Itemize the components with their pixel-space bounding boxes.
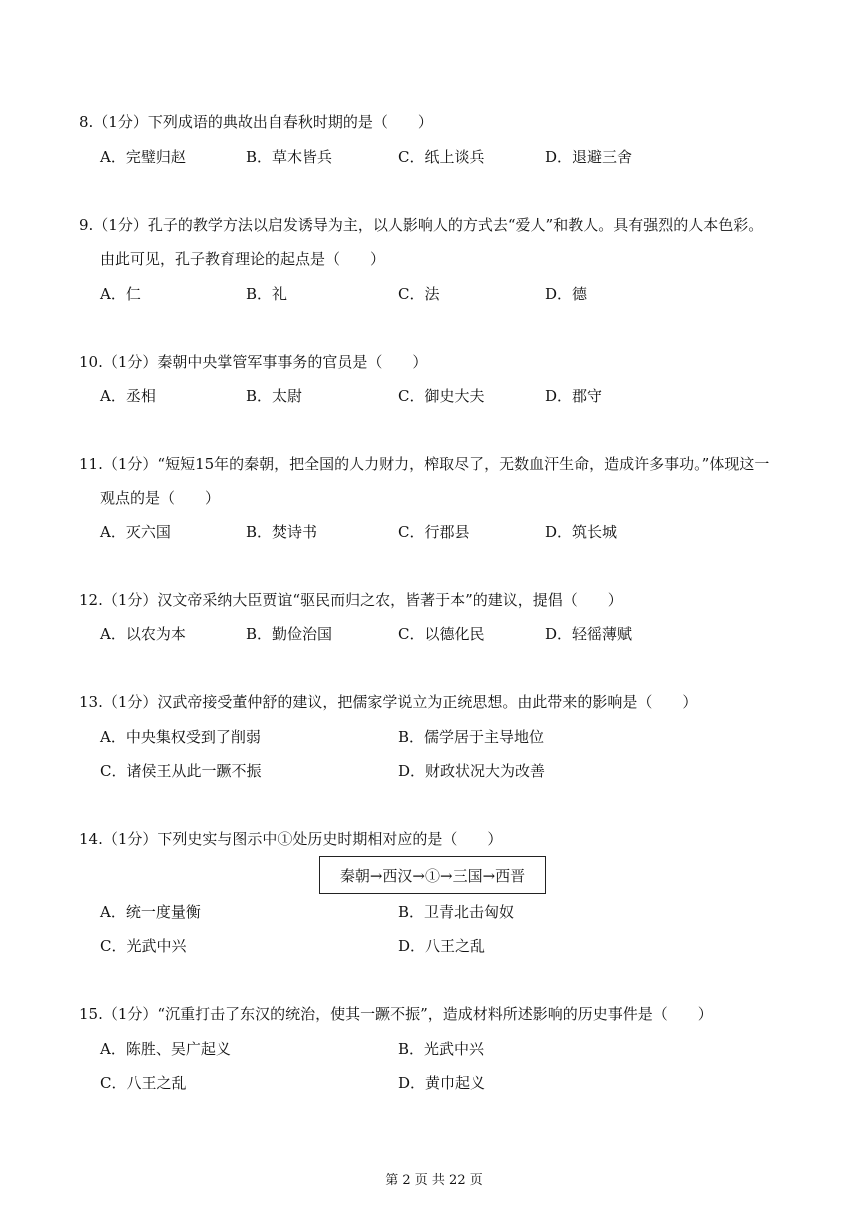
question-15-option-c: C．八王之乱: [100, 1074, 187, 1092]
page-footer: 第 2 页 共 22 页: [385, 1173, 483, 1188]
question-15-option-a: A．陈胜、吴广起义: [100, 1040, 231, 1058]
question-15-option-b: B．光武中兴: [398, 1040, 485, 1058]
question-12-option-c: C．以德化民: [398, 625, 485, 643]
question-9-option-b: B．礼: [246, 285, 288, 303]
question-15-stem: 15.（1分）“沉重打击了东汉的统治，使其一蹶不振”，造成材料所述影响的历史事件是（ ）: [79, 1005, 713, 1023]
question-13-option-d: D．财政状况大为改善: [398, 762, 546, 780]
question-12-option-b: B．勤俭治国: [246, 625, 333, 643]
question-11-option-d: D．筑长城: [545, 523, 618, 541]
question-13-option-b: B．儒学居于主导地位: [398, 728, 545, 746]
question-8-stem: 8.（1分）下列成语的典故出自春秋时期的是（ ）: [79, 113, 433, 131]
question-11-option-b: B．焚诗书: [246, 523, 318, 541]
question-11-stem-line-2: 观点的是（ ）: [100, 489, 221, 507]
question-12-option-a: A．以农为本: [100, 625, 186, 643]
question-11-stem-line-1: 11.（1分）“短短15年的秦朝，把全国的人力财力，榨取尽了，无数血汗生命，造成许多事功。”体现这一: [79, 455, 770, 473]
question-8-option-b: B．草木皆兵: [246, 148, 333, 166]
question-8-option-a: A．完璧归赵: [100, 148, 186, 166]
question-13-option-a: A．中央集权受到了削弱: [100, 728, 261, 746]
question-8-option-d: D．退避三舍: [545, 148, 633, 166]
timeline-diagram: [319, 856, 546, 894]
question-10-option-a: A．丞相: [100, 387, 156, 405]
question-9-option-d: D．德: [545, 285, 588, 303]
question-10-stem: 10.（1分）秦朝中央掌管军事事务的官员是（ ）: [79, 353, 428, 371]
question-10-option-c: C．御史大夫: [398, 387, 485, 405]
question-14-option-b: B．卫青北击匈奴: [398, 903, 515, 921]
question-13-stem: 13.（1分）汉武帝接受董仲舒的建议，把儒家学说立为正统思想。由此带来的影响是（ ）: [79, 693, 698, 711]
question-14-option-d: D．八王之乱: [398, 937, 486, 955]
question-11-option-a: A．灭六国: [100, 523, 171, 541]
question-14-option-a: A．统一度量衡: [100, 903, 201, 921]
question-10-option-d: D．郡守: [545, 387, 603, 405]
timeline-diagram-text: 秦朝→西汉→①→三国→西晋: [339, 866, 526, 885]
question-9-option-a: A．仁: [100, 285, 141, 303]
question-15-option-d: D．黄巾起义: [398, 1074, 486, 1092]
question-9-stem-line-2: 由此可见，孔子教育理论的起点是（ ）: [100, 250, 386, 268]
question-9-stem-line-1: 9.（1分）孔子的教学方法以启发诱导为主，以人影响人的方式去“爱人”和教人。具有强烈的人本色彩。: [79, 216, 764, 234]
question-13-option-c: C．诸侯王从此一蹶不振: [100, 762, 262, 780]
question-12-stem: 12.（1分）汉文帝采纳大臣贾谊“驱民而归之农，皆著于本”的建议，提倡（ ）: [79, 591, 623, 609]
question-10-option-b: B．太尉: [246, 387, 303, 405]
question-14-option-c: C．光武中兴: [100, 937, 187, 955]
question-14-stem: 14.（1分）下列史实与图示中①处历史时期相对应的是（ ）: [79, 830, 503, 848]
question-11-option-c: C．行郡县: [398, 523, 470, 541]
question-8-option-c: C．纸上谈兵: [398, 148, 485, 166]
question-12-option-d: D．轻徭薄赋: [545, 625, 633, 643]
question-9-option-c: C．法: [398, 285, 440, 303]
